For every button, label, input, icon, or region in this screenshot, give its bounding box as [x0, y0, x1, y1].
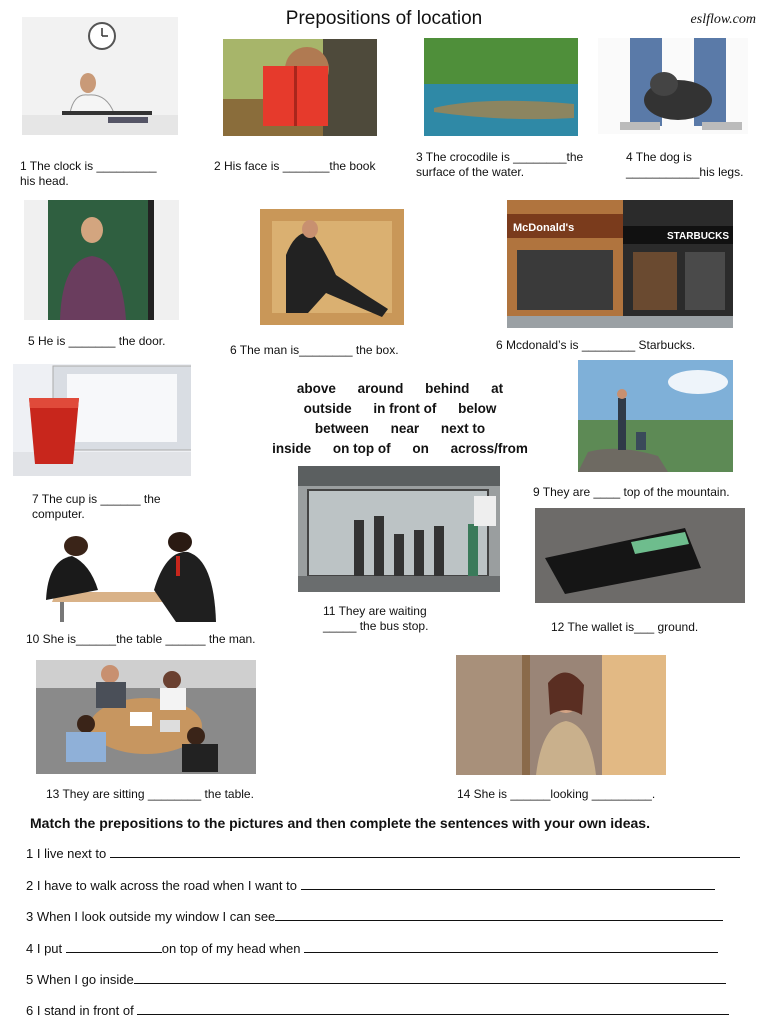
sentence-4-answer-line-1[interactable]: [66, 940, 162, 953]
sentence-4-text: 4 I put: [26, 941, 66, 956]
caption-10: 10 She is______the table ______ the man.: [26, 632, 256, 646]
photo-man-door: [24, 200, 179, 320]
photo-meeting-table: [36, 660, 256, 774]
caption-4: 4 The dog is ___________his legs.: [626, 150, 744, 179]
sentence-4-answer-line-2[interactable]: [304, 940, 718, 953]
caption-8: 7 The cup is ______ the computer.: [32, 492, 161, 521]
brand-logo: eslflow.com: [690, 12, 756, 27]
photo-wallet-ground: [535, 508, 745, 603]
sentence-5-answer-line[interactable]: [134, 971, 726, 984]
photo-cup-computer: [13, 364, 191, 476]
caption-12: 12 The wallet is___ ground.: [551, 620, 699, 634]
caption-2: 2 His face is _______the book: [214, 159, 376, 173]
caption-1: 1 The clock is _________ his head.: [20, 159, 157, 188]
word-above: above: [296, 381, 336, 396]
instructions: Match the prepositions to the pictures and then complete the sentences with your own ideas.: [30, 815, 650, 831]
sentence-5-text: 5 When I go inside: [26, 972, 134, 987]
sentence-3-answer-line[interactable]: [275, 908, 723, 921]
sentence-1-text: 1 I live next to: [26, 846, 110, 861]
word-on: on: [412, 441, 429, 456]
sentence-6-answer-line[interactable]: [137, 1002, 729, 1015]
caption-9: 9 They are ____ top of the mountain.: [533, 485, 730, 499]
word-below: below: [458, 401, 497, 416]
photo-crocodile: [424, 38, 578, 136]
word-next-to: next to: [440, 421, 486, 436]
word-on-top-of: on top of: [332, 441, 391, 456]
word-bank-row-4: [236, 439, 564, 459]
word-bank-row-1: [236, 379, 564, 399]
caption-11: 11 They are waiting _____ the bus stop.: [323, 604, 429, 633]
sentence-2-answer-line[interactable]: [301, 877, 715, 890]
sentence-3-text: 3 When I look outside my window I can see: [26, 909, 276, 924]
sentence-2-text: 2 I have to walk across the road when I want to: [26, 878, 301, 893]
photo-dog-legs: [598, 38, 748, 134]
word-across-from: across/from: [450, 441, 528, 456]
caption-13: 13 They are sitting ________ the table.: [46, 787, 254, 801]
photo-woman-window: [456, 655, 666, 775]
word-between: between: [314, 421, 369, 436]
word-bank-row-2: [236, 399, 564, 419]
mcdonalds-sign-text: McDonald's: [513, 222, 575, 234]
word-outside: outside: [303, 401, 352, 416]
sentence-2: [26, 877, 744, 893]
caption-14: 14 She is ______looking _________.: [457, 787, 656, 801]
photo-mountain-top: [578, 360, 733, 472]
sentence-5: [26, 971, 744, 987]
photo-man-clock: [22, 17, 178, 135]
word-inside: inside: [272, 441, 312, 456]
caption-5: 5 He is _______ the door.: [28, 334, 166, 348]
photo-bus-stop: [298, 466, 500, 592]
sentence-4: [26, 940, 744, 956]
word-bank-row-3: [236, 419, 564, 439]
sentence-1: [26, 845, 744, 861]
word-near: near: [390, 421, 420, 436]
word-in-front-of: in front of: [373, 401, 437, 416]
sentence-1-answer-line[interactable]: [110, 845, 740, 858]
page-title: Prepositions of location: [285, 8, 483, 29]
photo-red-book: [223, 39, 377, 136]
word-bank: [236, 379, 564, 459]
photo-table-people: [36, 530, 226, 622]
caption-3: 3 The crocodile is ________the surface of the water.: [416, 150, 584, 179]
word-around: around: [357, 381, 404, 396]
sentence-4-middle-text: on top of my head when: [161, 941, 305, 956]
starbucks-sign-text: STARBUCKS: [667, 231, 730, 242]
photo-man-box: [256, 205, 408, 329]
sentence-6-text: 6 I stand in front of: [26, 1003, 138, 1018]
caption-6: 6 The man is________ the box.: [230, 343, 399, 357]
photo-mcdonalds-starbucks: [507, 200, 733, 328]
sentence-6: [26, 1002, 744, 1018]
word-behind: behind: [425, 381, 470, 396]
sentence-3: [26, 908, 744, 924]
word-at: at: [491, 381, 504, 396]
caption-7: 6 Mcdonald’s is ________ Starbucks.: [496, 338, 696, 352]
